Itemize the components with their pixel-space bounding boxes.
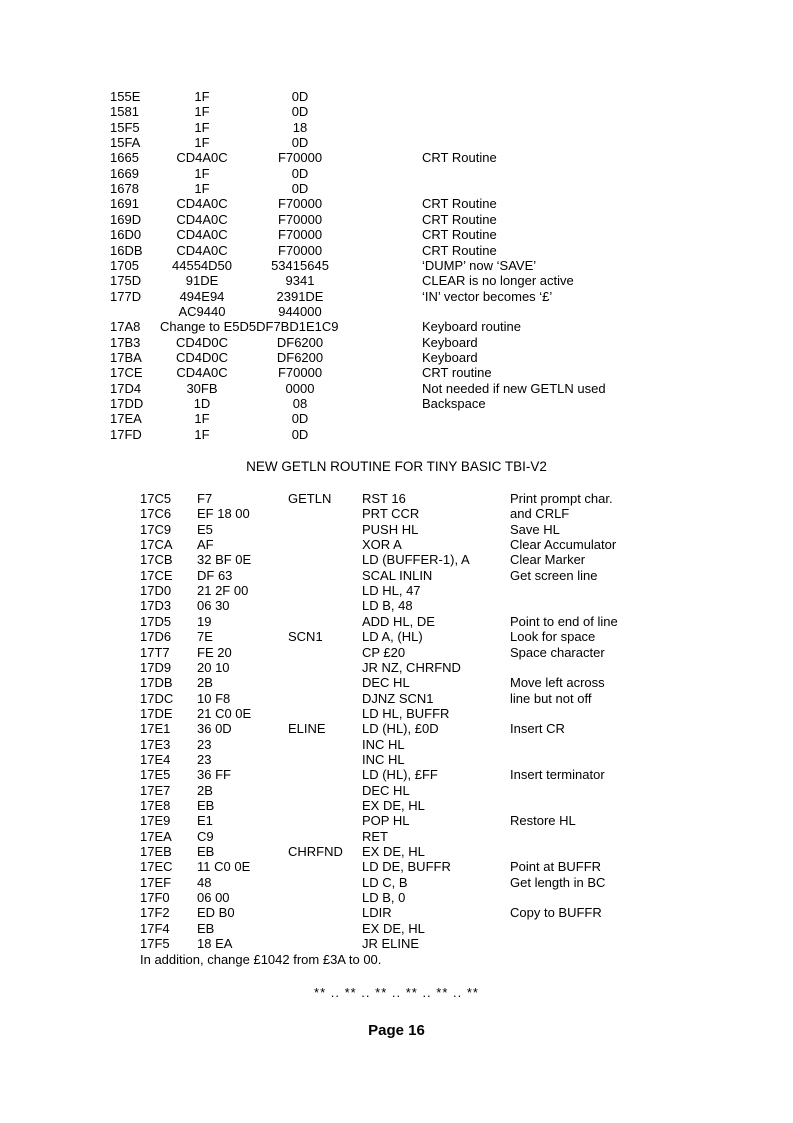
listing-row xyxy=(0,537,793,552)
patch-new-bytes: 0D xyxy=(291,135,309,151)
listing-address: 17DB xyxy=(140,675,173,691)
patch-old-bytes: CD4D0C xyxy=(175,349,228,365)
listing-row xyxy=(0,783,793,798)
patch-old-bytes: 44554D50 xyxy=(172,257,232,273)
listing-row xyxy=(0,522,793,537)
listing-comment: Copy to BUFFR xyxy=(510,905,602,921)
patch-address: 1665 xyxy=(110,150,139,166)
listing-instr: LD DE, BUFFR xyxy=(362,859,451,875)
patch-row xyxy=(0,304,793,319)
listing-instr: LDIR xyxy=(362,905,392,921)
listing-row xyxy=(0,552,793,567)
patch-note: CRT Routine xyxy=(422,196,497,212)
listing-instr: INC HL xyxy=(362,736,405,752)
listing-instr: LD HL, BUFFR xyxy=(362,705,450,721)
patch-row xyxy=(0,120,793,135)
patch-old-bytes: 30FB xyxy=(186,380,218,396)
patch-address: 17DD xyxy=(110,396,144,411)
listing-code: 06 30 xyxy=(197,598,230,614)
listing-instr: XOR A xyxy=(362,537,402,553)
listing-address: 17D5 xyxy=(140,613,172,629)
listing-label: SCN1 xyxy=(288,629,323,645)
listing-instr: DEC HL xyxy=(362,782,410,798)
listing-instr: LD A, (HL) xyxy=(362,629,423,645)
patch-address: 1669 xyxy=(110,165,139,181)
listing-code: 2B xyxy=(197,675,213,691)
listing-code: 7E xyxy=(197,629,213,645)
listing-code: F7 xyxy=(197,491,213,506)
patch-row xyxy=(0,335,793,350)
listing-instr: LD (HL), £0D xyxy=(362,721,439,737)
listing-label: GETLN xyxy=(288,491,332,506)
patch-new-bytes: F70000 xyxy=(277,150,323,166)
patch-old-bytes: 91DE xyxy=(185,273,219,289)
listing-comment: Space character xyxy=(510,644,605,660)
listing-address: 17E1 xyxy=(140,721,171,737)
page-number: Page 16 xyxy=(368,1022,425,1039)
patch-old-bytes: CD4A0C xyxy=(176,211,228,227)
listing-code: 19 xyxy=(197,613,212,629)
patch-note: Backspace xyxy=(422,396,486,411)
patch-old-bytes: 1F xyxy=(194,119,210,135)
listing-address: 17E7 xyxy=(140,782,171,798)
patch-new-bytes: 0D xyxy=(291,426,309,442)
listing-code: DF 63 xyxy=(197,567,233,583)
patch-old-bytes: 1F xyxy=(194,165,210,181)
listing-label: ELINE xyxy=(288,721,326,737)
listing-code: 32 BF 0E xyxy=(197,552,252,568)
patch-new-bytes: F70000 xyxy=(277,365,323,381)
listing-code: EB xyxy=(197,798,215,813)
listing-comment: Point to end of line xyxy=(510,613,618,629)
patch-old-bytes: 1F xyxy=(194,135,210,151)
listing-comment: Restore HL xyxy=(510,813,576,829)
listing-row xyxy=(0,629,793,644)
patch-new-bytes: 944000 xyxy=(278,303,322,319)
listing-address: 17E9 xyxy=(140,813,171,829)
patch-old-bytes: AC9440 xyxy=(178,303,226,319)
patch-new-bytes: DF6200 xyxy=(276,349,324,365)
listing-code: 23 xyxy=(197,751,212,767)
patch-address: 1691 xyxy=(110,196,139,212)
patch-row xyxy=(0,258,793,273)
listing-instr: DJNZ SCN1 xyxy=(362,690,434,706)
patch-row xyxy=(0,411,793,426)
listing-instr: JR NZ, CHRFND xyxy=(362,659,461,675)
listing-comment: Insert terminator xyxy=(510,767,605,783)
listing-instr: LD (BUFFER-1), A xyxy=(362,552,470,568)
patch-row xyxy=(0,135,793,150)
patch-note: CLEAR is no longer active xyxy=(422,273,574,289)
patch-row xyxy=(0,104,793,119)
listing-title: NEW GETLN ROUTINE FOR TINY BASIC TBI-V2 xyxy=(246,459,547,474)
patch-note: Keyboard xyxy=(422,334,478,350)
listing-instr: POP HL xyxy=(362,813,410,829)
patch-address: 1581 xyxy=(110,104,139,120)
patch-address: 17A8 xyxy=(110,319,141,335)
patch-new-bytes: 0D xyxy=(291,411,309,427)
patch-new-bytes: 0000 xyxy=(285,380,315,396)
patch-note: CRT Routine xyxy=(422,242,497,258)
listing-instr: PRT CCR xyxy=(362,506,420,522)
patch-row xyxy=(0,181,793,196)
patch-address: 17CE xyxy=(110,365,143,381)
listing-instr: SCAL INLIN xyxy=(362,567,433,583)
patch-row xyxy=(0,381,793,396)
listing-address: 17DC xyxy=(140,690,174,706)
patch-old-bytes: CD4A0C xyxy=(176,242,228,258)
patch-new-bytes: 08 xyxy=(292,396,308,411)
patch-address: 1705 xyxy=(110,257,139,273)
listing-row xyxy=(0,706,793,721)
listing-code: 06 00 xyxy=(197,890,230,906)
listing-instr: EX DE, HL xyxy=(362,920,425,936)
addition-note: In addition, change £1042 from £3A to 00. xyxy=(140,952,382,967)
patch-new-bytes: F70000 xyxy=(277,196,323,212)
patch-row xyxy=(0,289,793,304)
listing-instr: JR ELINE xyxy=(362,936,420,952)
patch-row xyxy=(0,273,793,288)
patch-address: 175D xyxy=(110,273,142,289)
listing-code: 18 EA xyxy=(197,936,233,952)
listing-code: 36 0D xyxy=(197,721,232,737)
patch-address: 169D xyxy=(110,211,142,227)
patch-old-bytes: CD4A0C xyxy=(176,227,228,243)
patch-row xyxy=(0,227,793,242)
listing-address: 17F2 xyxy=(140,905,170,921)
patch-address: 17BA xyxy=(110,349,142,365)
listing-code: 11 C0 0E xyxy=(197,859,251,875)
listing-address: 17CB xyxy=(140,552,173,568)
patch-note: CRT Routine xyxy=(422,150,497,166)
listing-comment: and CRLF xyxy=(510,506,570,522)
separator: ** .. ** .. ** .. ** .. ** .. ** xyxy=(314,985,479,1000)
patch-note: Not needed if new GETLN used xyxy=(422,380,606,396)
listing-address: 17C9 xyxy=(140,521,172,537)
listing-instr: INC HL xyxy=(362,751,405,767)
patch-new-bytes: F70000 xyxy=(277,227,323,243)
patch-new-bytes: 53415645 xyxy=(271,257,329,273)
listing-address: 17D3 xyxy=(140,598,172,614)
listing-code: 23 xyxy=(197,736,212,752)
patch-note: CRT Routine xyxy=(422,211,497,227)
listing-row xyxy=(0,813,793,828)
listing-comment: Clear Marker xyxy=(510,552,586,568)
patch-address: 177D xyxy=(110,288,142,304)
listing-comment: Save HL xyxy=(510,521,560,537)
listing-address: 17C5 xyxy=(140,491,172,506)
patch-note: ‘DUMP’ now ‘SAVE’ xyxy=(422,257,537,273)
listing-instr: EX DE, HL xyxy=(362,844,425,860)
listing-row xyxy=(0,614,793,629)
listing-address: 17EC xyxy=(140,859,173,875)
listing-comment: Insert CR xyxy=(510,721,565,737)
listing-comment: Point at BUFFR xyxy=(510,859,602,875)
listing-row xyxy=(0,660,793,675)
patch-address: 17EA xyxy=(110,411,142,427)
listing-row xyxy=(0,675,793,690)
listing-comment: Look for space xyxy=(510,629,596,645)
listing-row xyxy=(0,798,793,813)
listing-row xyxy=(0,921,793,936)
listing-row xyxy=(0,890,793,905)
patch-row xyxy=(0,212,793,227)
patch-note: CRT routine xyxy=(422,365,492,381)
listing-code: 21 2F 00 xyxy=(197,583,249,599)
patch-new-bytes: 2391DE xyxy=(276,288,324,304)
listing-comment: Move left across xyxy=(510,675,605,691)
listing-row xyxy=(0,645,793,660)
patch-note: CRT Routine xyxy=(422,227,497,243)
patch-row xyxy=(0,365,793,380)
listing-row xyxy=(0,721,793,736)
listing-code: 20 10 xyxy=(197,659,230,675)
patch-address: 17B3 xyxy=(110,334,141,350)
patch-row xyxy=(0,196,793,211)
listing-instr: RET xyxy=(362,828,388,844)
patch-change: Change to E5D5DF7BD1E1C9 xyxy=(160,319,339,335)
listing-code: 48 xyxy=(197,874,212,890)
patch-address: 15F5 xyxy=(110,119,140,135)
patch-row xyxy=(0,396,793,411)
listing-row xyxy=(0,875,793,890)
patch-address: 15FA xyxy=(110,135,141,151)
patch-old-bytes: 1F xyxy=(194,104,210,120)
patch-old-bytes: 1F xyxy=(194,89,210,104)
listing-instr: LD HL, 47 xyxy=(362,583,421,599)
listing-code: 36 FF xyxy=(197,767,231,783)
listing-instr: CP £20 xyxy=(362,644,406,660)
patch-new-bytes: 18 xyxy=(292,119,308,135)
listing-instr: LD B, 48 xyxy=(362,598,413,614)
patch-address: 17FD xyxy=(110,426,142,442)
listing-code: 10 F8 xyxy=(197,690,231,706)
listing-address: 17EB xyxy=(140,844,172,860)
listing-row xyxy=(0,844,793,859)
patch-row xyxy=(0,89,793,104)
listing-instr: LD B, 0 xyxy=(362,890,406,906)
patch-old-bytes: CD4D0C xyxy=(175,334,228,350)
patch-address: 155E xyxy=(110,89,141,104)
listing-code: ED B0 xyxy=(197,905,235,921)
patch-row xyxy=(0,166,793,181)
patch-old-bytes: 1D xyxy=(193,396,211,411)
listing-address: 17E8 xyxy=(140,798,171,813)
listing-comment: Print prompt char. xyxy=(510,491,613,506)
listing-address: 17F0 xyxy=(140,890,170,906)
listing-code: 2B xyxy=(197,782,213,798)
patch-row xyxy=(0,150,793,165)
listing-row xyxy=(0,936,793,951)
listing-row xyxy=(0,737,793,752)
listing-address: 17C6 xyxy=(140,506,172,522)
listing-code: EF 18 00 xyxy=(197,506,250,522)
listing-row xyxy=(0,767,793,782)
listing-address: 17D9 xyxy=(140,659,172,675)
listing-address: 17E4 xyxy=(140,751,171,767)
listing-instr: RST 16 xyxy=(362,491,406,506)
patch-new-bytes: F70000 xyxy=(277,211,323,227)
patch-old-bytes: CD4A0C xyxy=(176,196,228,212)
patch-row xyxy=(0,319,793,334)
listing-comment: Clear Accumulator xyxy=(510,537,617,553)
listing-address: 17DE xyxy=(140,705,173,721)
listing-row xyxy=(0,859,793,874)
listing-instr: DEC HL xyxy=(362,675,410,691)
patch-old-bytes: 494E94 xyxy=(179,288,225,304)
listing-address: 17CA xyxy=(140,537,173,553)
listing-address: 17D0 xyxy=(140,583,172,599)
listing-label: CHRFND xyxy=(288,844,343,860)
listing-address: 17F5 xyxy=(140,936,170,952)
patch-new-bytes: 0D xyxy=(291,181,309,197)
patch-address: 17D4 xyxy=(110,380,142,396)
patch-address: 1678 xyxy=(110,181,139,197)
patch-address: 16D0 xyxy=(110,227,142,243)
listing-comment: Get screen line xyxy=(510,567,598,583)
listing-code: EB xyxy=(197,844,215,860)
patch-row xyxy=(0,243,793,258)
listing-code: E5 xyxy=(197,521,213,537)
listing-address: 17F4 xyxy=(140,920,170,936)
listing-address: 17CE xyxy=(140,567,173,583)
listing-row xyxy=(0,905,793,920)
listing-address: 17T7 xyxy=(140,644,170,660)
patch-old-bytes: 1F xyxy=(194,181,210,197)
patch-note: ‘IN’ vector becomes ‘£’ xyxy=(422,288,553,304)
listing-row xyxy=(0,506,793,521)
patch-row xyxy=(0,427,793,442)
listing-instr: LD C, B xyxy=(362,874,408,890)
patch-new-bytes: 0D xyxy=(291,89,309,104)
listing-code: 21 C0 0E xyxy=(197,705,252,721)
listing-comment: line but not off xyxy=(510,690,592,706)
listing-instr: PUSH HL xyxy=(362,521,419,537)
listing-row xyxy=(0,691,793,706)
listing-address: 17E5 xyxy=(140,767,171,783)
listing-code: C9 xyxy=(197,828,214,844)
listing-address: 17D6 xyxy=(140,629,172,645)
listing-code: EB xyxy=(197,920,215,936)
patch-new-bytes: 9341 xyxy=(285,273,315,289)
listing-comment: Get length in BC xyxy=(510,874,606,890)
listing-row xyxy=(0,583,793,598)
patch-new-bytes: 0D xyxy=(291,165,309,181)
patch-old-bytes: CD4A0C xyxy=(176,150,228,166)
listing-row xyxy=(0,829,793,844)
patch-note: Keyboard xyxy=(422,349,478,365)
listing-address: 17EF xyxy=(140,874,172,890)
patch-new-bytes: F70000 xyxy=(277,242,323,258)
patch-note: Keyboard routine xyxy=(422,319,522,335)
listing-code: FE 20 xyxy=(197,644,232,660)
patch-old-bytes: 1F xyxy=(194,426,210,442)
listing-instr: LD (HL), £FF xyxy=(362,767,438,783)
listing-code: E1 xyxy=(197,813,213,829)
patch-old-bytes: CD4A0C xyxy=(176,365,228,381)
patch-new-bytes: DF6200 xyxy=(276,334,324,350)
listing-code: AF xyxy=(197,537,214,553)
listing-address: 17E3 xyxy=(140,736,171,752)
patch-address: 16DB xyxy=(110,242,143,258)
listing-row xyxy=(0,598,793,613)
listing-instr: EX DE, HL xyxy=(362,798,425,813)
patch-new-bytes: 0D xyxy=(291,104,309,120)
listing-row xyxy=(0,568,793,583)
listing-row xyxy=(0,752,793,767)
listing-address: 17EA xyxy=(140,828,172,844)
listing-row xyxy=(0,491,793,506)
patch-old-bytes: 1F xyxy=(194,411,210,427)
patch-row xyxy=(0,350,793,365)
listing-instr: ADD HL, DE xyxy=(362,613,435,629)
